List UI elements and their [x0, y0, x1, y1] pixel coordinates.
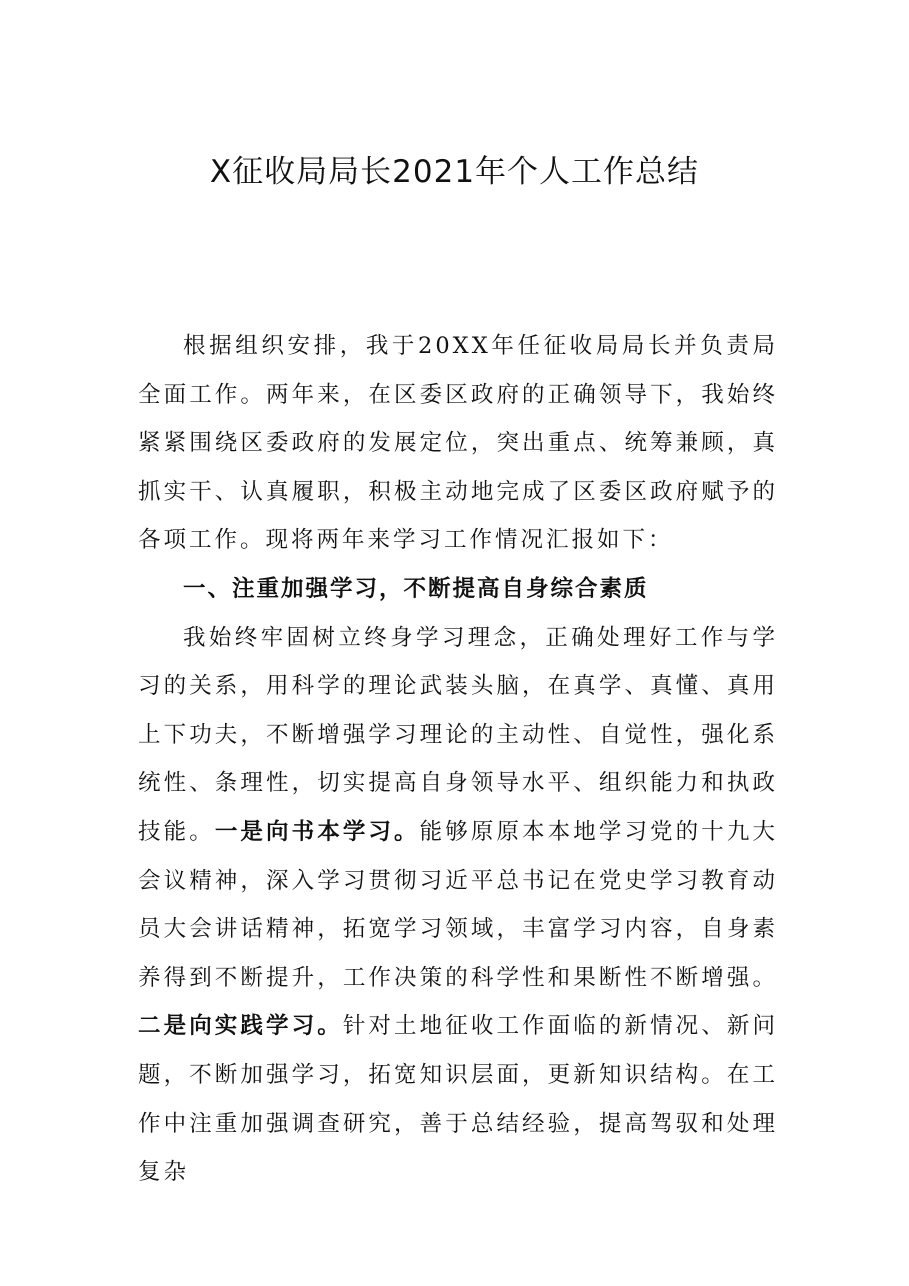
- point-one-text: 能够原原本本地学习党的十九大会议精神，深入学习贯彻习近平总书记在党史学习教育动员大会讲话精神，拓宽学习领域，丰富学习内容，自身素养得到不断提升，工作决策的科学性和果断性不断增强。: [138, 818, 778, 991]
- document-body: [138, 322, 778, 1197]
- document-title: X征收局局长2021年个人工作总结: [209, 154, 700, 190]
- point-one-label: 一是向书本学习。: [214, 818, 420, 845]
- point-two-label: 二是向实践学习。: [138, 1013, 343, 1040]
- section-heading: 一、注重加强学习，不断提高自身综合素质: [183, 575, 649, 602]
- section-paragraph: [138, 614, 778, 1197]
- section-paragraph-text: 我始终牢固树立终身学习理念，正确处理好工作与学习的关系，用科学的理论武装头脑，在真学、真懂、真用上下功夫，不断增强学习理论的主动性、自觉性，强化系统性、条理性，切实提高自身领导水平、组织能力和执政技能。: [138, 624, 778, 845]
- intro-paragraph: 根据组织安排，我于20XX年任征收局局长并负责局全面工作。两年来，在区委区政府的正确领导下，我始终紧紧围绕区委政府的发展定位，突出重点、统筹兼顾，真抓实干、认真履职，积极主动地完成了区委区政府赋予的各项工作。现将两年来学习工作情况汇报如下：: [138, 333, 778, 554]
- point-two-text: 针对土地征收工作面临的新情况、新问题，不断加强学习，拓宽知识层面，更新知识结构。在工作中注重加强调查研究，善于总结经验，提高驾驭和处理复杂: [138, 1013, 778, 1186]
